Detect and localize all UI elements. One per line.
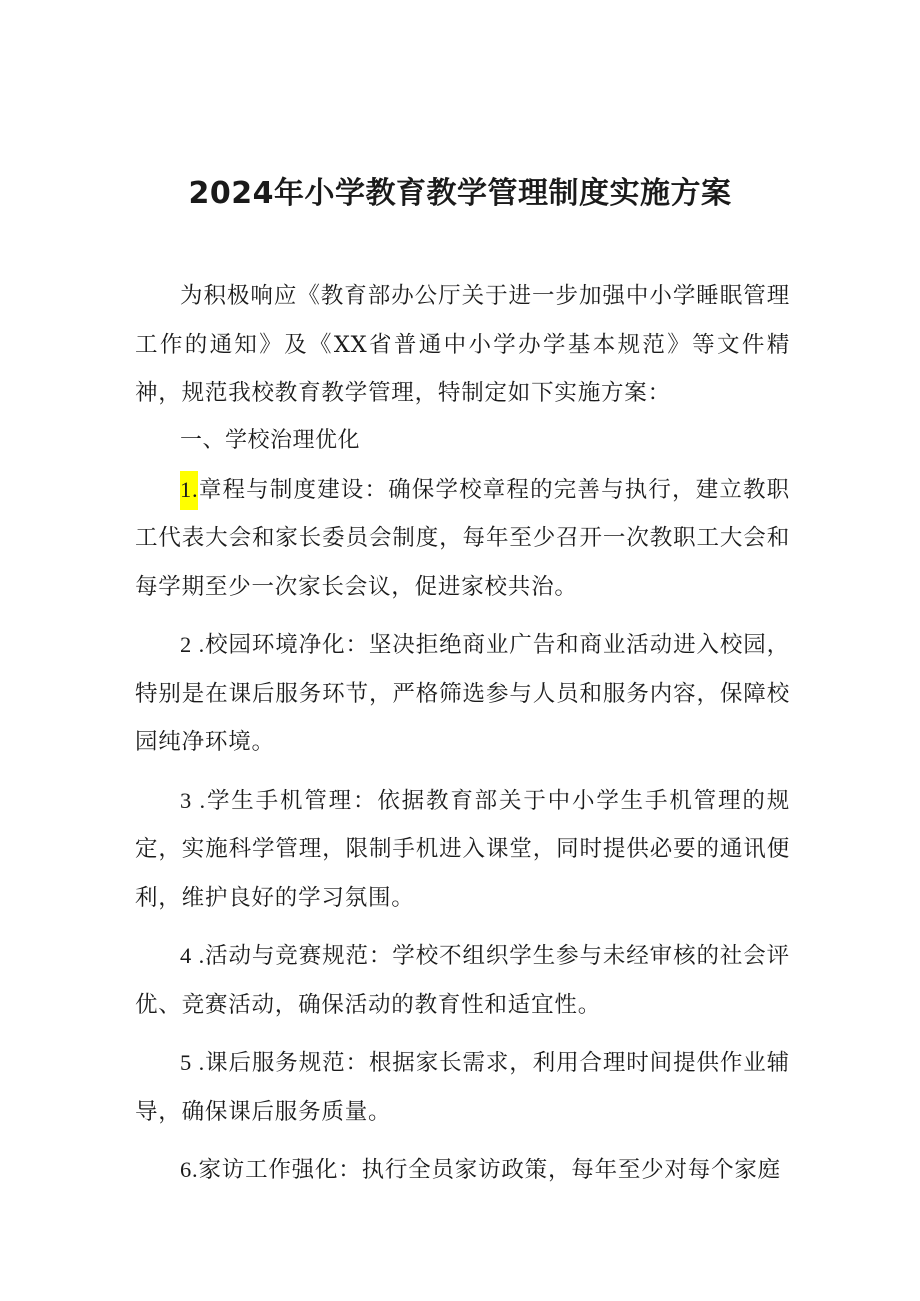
intro-paragraph: 为积极响应《教育部办公厅关于进一步加强中小学睡眠管理工作的通知》及《XX省普通中小学办学基本规范》等文件精神，规范我校教育教学管理，特制定如下实施方案： xyxy=(135,283,790,406)
list-item-5 xyxy=(135,1039,790,1136)
item-number: 6. xyxy=(180,1157,199,1182)
list-item-2 xyxy=(135,621,790,767)
item-text: 章程与制度建设：确保学校章程的完善与执行，建立教职工代表大会和家长委员会制度，每年至少召开一次教职工大会和每学期至少一次家长会议，促进家校共治。 xyxy=(135,476,790,600)
list-item-1 xyxy=(135,466,790,612)
item-text: 活动与竞赛规范：学校不组织学生参与未经审核的社会评优、竞赛活动，确保活动的教育性和适宜性。 xyxy=(135,943,790,1018)
item-text: 课后服务规范：根据家长需求，利用合理时间提供作业辅导，确保课后服务质量。 xyxy=(135,1050,790,1125)
item-text: 家访工作强化：执行全员家访政策，每年至少对每个家庭 xyxy=(198,1157,781,1183)
list-item-4 xyxy=(135,932,790,1029)
item-number: 2 . xyxy=(180,632,205,657)
item-text: 校园环境净化：坚决拒绝商业广告和商业活动进入校园，特别是在课后服务环节，严格筛选参与人员和服务内容，保障校园纯净环境。 xyxy=(135,632,790,755)
section-heading: 一、学校治理优化 xyxy=(180,427,361,453)
document-body xyxy=(135,272,790,1195)
list-item-6 xyxy=(135,1146,790,1195)
item-number: 4 . xyxy=(180,943,205,968)
item-number-highlighted: 1. xyxy=(180,471,198,510)
item-number: 5 . xyxy=(180,1050,205,1075)
list-item-3 xyxy=(135,777,790,923)
item-text: 学生手机管理：依据教育部关于中小学生手机管理的规定，实施科学管理，限制手机进入课堂，同时提供必要的通讯便利，维护良好的学习氛围。 xyxy=(135,787,790,911)
item-number: 3 . xyxy=(180,787,206,813)
document-title: 2024年小学教育教学管理制度实施方案 xyxy=(188,176,732,211)
